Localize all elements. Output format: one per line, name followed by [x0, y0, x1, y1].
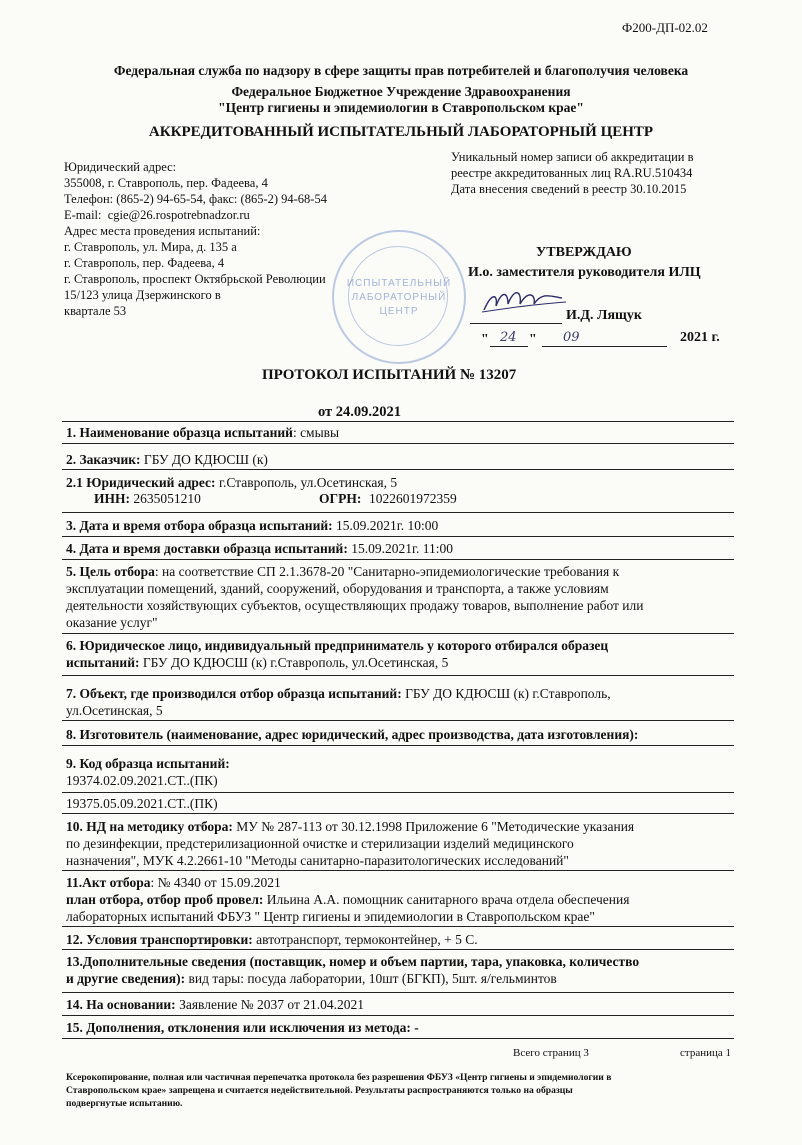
legal-address-label: Юридический адрес:: [64, 160, 177, 174]
divider: [62, 675, 734, 676]
month-line: [542, 346, 667, 347]
testing-address-5: квартале 53: [64, 304, 127, 318]
section-12-label: 12. Условия транспортировки:: [66, 932, 253, 947]
section-9-code-2-row: [66, 795, 734, 812]
section-14-value: Заявление № 2037 от 21.04.2021: [175, 997, 364, 1012]
divider: [62, 870, 734, 871]
section-12: [66, 931, 734, 948]
section-9-label: 9. Код образца испытаний:: [66, 756, 230, 771]
section-10-line-3: назначения", МУК 4.2.2661-10 "Методы санитарно-паразитологических исследований": [66, 853, 569, 868]
section-11: [66, 874, 734, 925]
section-8-label: 8. Изготовитель (наименование, адрес юридический, адрес производства, дата изготовления):: [66, 727, 639, 742]
testing-address-1: г. Ставрополь, ул. Мира, д. 135 а: [64, 240, 237, 254]
section-5-line-2: эксплуатации помещений, зданий, сооружений, оборудования и транспорта, а также условиям: [66, 581, 609, 596]
section-5-label: 5. Цель отбора: [66, 564, 155, 579]
divider: [62, 469, 734, 470]
section-7: [66, 685, 734, 719]
page-number: страница 1: [680, 1047, 731, 1059]
day-line: [490, 346, 528, 347]
divider: [62, 443, 734, 444]
divider: [62, 633, 734, 634]
divider: [62, 536, 734, 537]
divider: [62, 421, 734, 422]
section-2-1: [66, 474, 734, 491]
divider: [62, 559, 734, 560]
divider: [62, 992, 734, 993]
section-13-value: вид тары: посуда лаборатории, 10шт (БГКП), 5шт. я/гельминтов: [185, 971, 557, 986]
section-4: [66, 540, 734, 557]
section-10: [66, 818, 734, 869]
section-5-line-4: оказание услуг": [66, 615, 158, 630]
section-1-value: : смывы: [292, 425, 340, 440]
accreditation-line-3: Дата внесения сведений в реестр 30.10.2015: [451, 182, 687, 196]
stamp-text-3: ЦЕНТР: [379, 306, 419, 317]
section-9: [66, 755, 734, 789]
section-4-value: 15.09.2021г. 11:00: [347, 541, 453, 556]
divider: [62, 1015, 734, 1016]
agency-name: Федеральная служба по надзору в сфере защиты прав потребителей и благополучия человека: [113, 63, 689, 78]
section-3-label: 3. Дата и время отбора образца испытаний:: [66, 518, 333, 533]
section-15-label: 15. Дополнения, отклонения или исключения из метода: -: [66, 1020, 419, 1035]
divider: [62, 926, 734, 927]
ogrn-value: 1022601972359: [369, 491, 457, 506]
testing-address-label: Адрес места проведения испытаний:: [64, 224, 261, 238]
divider: [62, 792, 734, 793]
phone-fax: Телефон: (865-2) 94-65-54, факс: (865-2) 94-68-54: [64, 192, 327, 206]
center-title: АККРЕДИТОВАННЫЙ ИСПЫТАТЕЛЬНЫЙ ЛАБОРАТОРНЫЙ ЦЕНТР: [148, 124, 654, 140]
section-9-code-2: 19375.05.09.2021.СТ..(ПК): [66, 796, 218, 811]
section-10-label: 10. НД на методику отбора:: [66, 819, 233, 834]
stamp-text-2: ЛАБОРАТОРНЫЙ: [351, 292, 447, 303]
section-11-sampler-value: Ильина А.А. помощник санитарного врача отдела обеспечения: [263, 892, 630, 907]
date-quote-close: ": [529, 332, 537, 347]
email-label: E-mail:: [64, 208, 102, 222]
total-pages: Всего страниц 3: [513, 1047, 589, 1059]
approval-year: 2021 г.: [680, 330, 720, 345]
section-9-code-1: 19374.02.09.2021.СТ..(ПК): [66, 773, 218, 788]
section-6-value: ГБУ ДО КДЮСШ (к) г.Ставрополь, ул.Осетинская, 5: [139, 655, 449, 670]
email-value: cgie@26.rospotrebnadzor.ru: [107, 208, 250, 222]
section-2-value: ГБУ ДО КДЮСШ (к): [140, 452, 268, 467]
divider: [62, 813, 734, 814]
section-2: [66, 451, 734, 468]
section-14-label: 14. На основании:: [66, 997, 176, 1012]
section-2-1-value: г.Ставрополь, ул.Осетинская, 5: [215, 475, 398, 490]
section-14: [66, 996, 734, 1013]
section-7-line-2: ул.Осетинская, 5: [66, 703, 163, 718]
section-6-line-1: 6. Юридическое лицо, индивидуальный предприниматель у которого отбирался образец: [66, 638, 609, 653]
section-5-line-3: деятельности хозяйствующих субъектов, осуществляющих продажу товаров, выполнение работ или: [66, 598, 644, 613]
section-6-label: испытаний:: [66, 655, 140, 670]
stamp-seal: [332, 230, 466, 364]
section-1-label: 1. Наименование образца испытаний: [66, 425, 293, 440]
footer-note-2: Ставропольском крае» запрещена и считается недействительной. Результаты распространяются только на образцы: [66, 1085, 573, 1096]
section-3-value: 15.09.2021г. 10:00: [332, 518, 439, 533]
divider: [62, 512, 734, 513]
accreditation-line-1: Уникальный номер записи об аккредитации в: [451, 150, 694, 164]
testing-address-4: 15/123 улица Дзержинского в: [64, 288, 221, 302]
email-line: [64, 208, 250, 223]
divider: [62, 949, 734, 950]
section-8: [66, 726, 734, 743]
section-11-value: : № 4340 от 15.09.2021: [150, 875, 281, 890]
testing-address-3: г. Ставрополь, проспект Октябрьской Революции: [64, 272, 326, 286]
inn-ogrn-line: [94, 490, 594, 507]
institution-name-2: "Центр гигиены и эпидемиологии в Ставропольском крае": [218, 100, 584, 115]
section-11-sampler-label: план отбора, отбор проб провел:: [66, 892, 264, 907]
section-6: [66, 637, 734, 671]
section-5: [66, 563, 734, 631]
accreditation-line-2: реестре аккредитованных лиц RA.RU.510434: [451, 166, 693, 180]
section-13-line-1: 13.Дополнительные сведения (поставщик, номер и объем партии, тара, упаковка, количество: [66, 954, 640, 969]
form-code: Ф200-ДП-02.02: [622, 20, 708, 35]
signature-line: [470, 323, 562, 324]
section-11-line-3: лабораторных испытаний ФБУЗ " Центр гигиены и эпидемиологии в Ставропольском крае": [66, 909, 595, 924]
section-7-value: ГБУ ДО КДЮСШ (к) г.Ставрополь,: [401, 686, 611, 701]
section-12-value: автотранспорт, термоконтейнер, + 5 С.: [252, 932, 478, 947]
inn-value: 2635051210: [133, 491, 201, 506]
section-4-label: 4. Дата и время доставки образца испытаний:: [66, 541, 348, 556]
divider: [62, 720, 734, 721]
legal-address: 355008, г. Ставрополь, пер. Фадеева, 4: [64, 176, 268, 190]
section-3: [66, 517, 734, 534]
stamp-text-1: ИСПЫТАТЕЛЬНЫЙ: [346, 278, 452, 289]
protocol-title: ПРОТОКОЛ ИСПЫТАНИЙ № 13207: [262, 367, 517, 383]
divider: [62, 1038, 734, 1039]
approver-name: И.Д. Лящук: [566, 308, 642, 323]
section-15: [66, 1019, 734, 1036]
approval-position: И.о. заместителя руководителя ИЛЦ: [468, 265, 701, 280]
section-1: [66, 424, 734, 441]
section-2-1-label: 2.1 Юридический адрес:: [66, 475, 216, 490]
section-2-label: 2. Заказчик:: [66, 452, 141, 467]
section-7-label: 7. Объект, где производился отбор образца испытаний:: [66, 686, 402, 701]
signature: [478, 282, 568, 322]
footer-note-3: подвергнутые испытанию.: [66, 1098, 183, 1109]
section-10-line-2: по дезинфекции, предстерилизационной очистке и стерилизации изделий медицинского: [66, 836, 574, 851]
section-10-line-1: МУ № 287-113 от 30.12.1998 Приложение 6 "Методические указания: [232, 819, 635, 834]
date-quote-open: ": [481, 332, 489, 347]
divider: [62, 745, 734, 746]
footer-note-1: Ксерокопирование, полная или частичная перепечатка протокола без разрешения ФБУЗ «Центр гигиены и эпидемиологии в: [66, 1072, 612, 1083]
inn-label: ИНН:: [94, 491, 130, 506]
approval-month: 09: [563, 330, 580, 345]
section-13: [66, 953, 734, 987]
ogrn-label: ОГРН:: [319, 491, 362, 506]
testing-address-2: г. Ставрополь, пер. Фадеева, 4: [64, 256, 225, 270]
approval-day: 24: [500, 330, 517, 345]
section-11-label: 11.Акт отбора: [66, 875, 151, 890]
section-5-line-1: : на соответствие СП 2.1.3678-20 "Санитарно-эпидемиологические требования к: [154, 564, 620, 579]
protocol-date: от 24.09.2021: [318, 404, 402, 420]
section-13-label: и другие сведения):: [66, 971, 186, 986]
approval-title: УТВЕРЖДАЮ: [536, 245, 632, 260]
institution-name-1: Федеральное Бюджетное Учреждение Здравоохранения: [231, 84, 571, 99]
